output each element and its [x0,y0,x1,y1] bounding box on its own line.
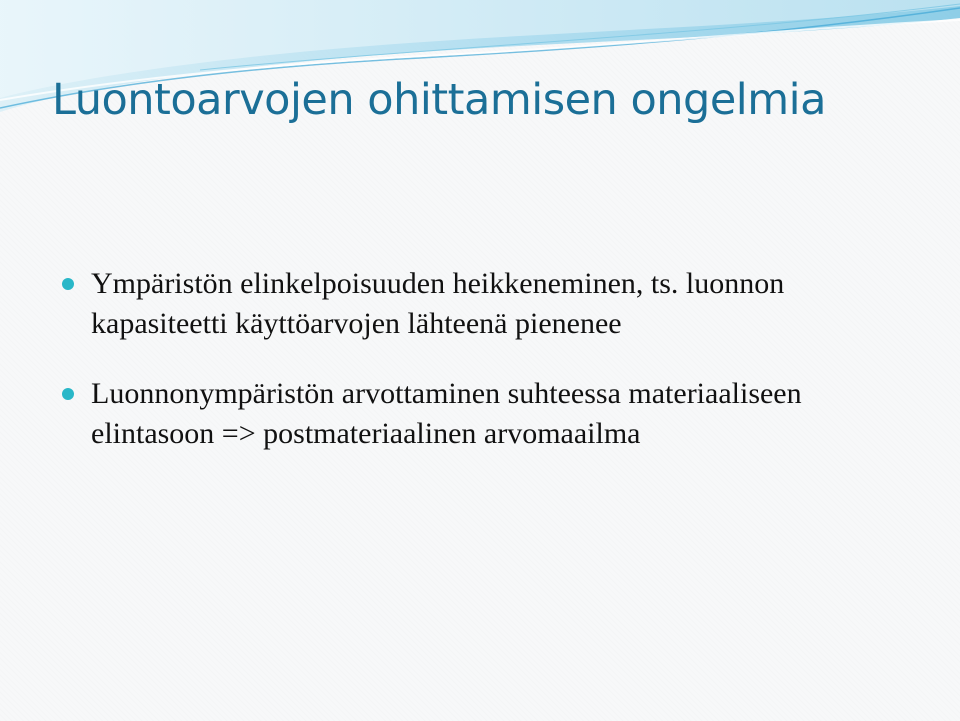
bullet-dot-icon [62,388,74,400]
bullet-text: Ympäristön elinkelpoisuuden heikkeneminen, ts. luonnon kapasiteetti käyttöarvojen lähteenä pienenee [91,267,785,340]
slide-title: Luontoarvojen ohittamisen ongelmia [52,75,826,125]
bullet-item [56,374,916,454]
bullet-item [56,264,916,344]
bullet-dot-icon [62,278,74,290]
bullet-list [56,264,916,454]
bullet-text: Luonnonympäristön arvottaminen suhteessa materiaaliseen elintasoon => postmateriaalinen arvomaailma [91,377,802,450]
